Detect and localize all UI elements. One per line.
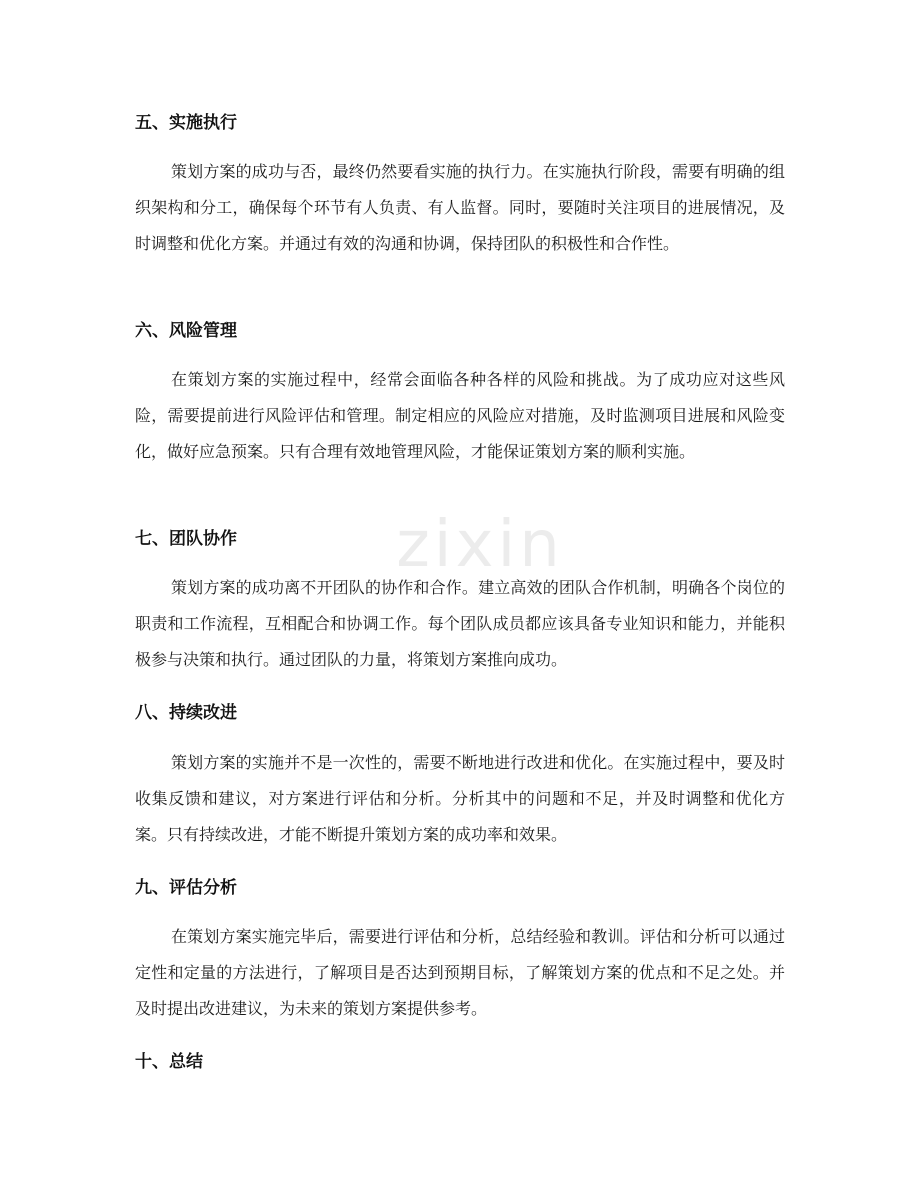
section-heading-risk-management: 六、风险管理: [135, 321, 237, 341]
section-paragraph-continuous-improvement: 策划方案的实施并不是一次性的，需要不断地进行改进和优化。在实施过程中，要及时收集反馈和建议，对方案进行评估和分析。分析其中的问题和不足，并及时调整和优化方案。只有持续改进，才能不断提升策划方案的成功率和效果。: [135, 753, 785, 844]
section-heading-implementation: 五、实施执行: [135, 113, 237, 133]
section-paragraph-risk-management: 在策划方案的实施过程中，经常会面临各种各样的风险和挑战。为了成功应对这些风险，需要提前进行风险评估和管理。制定相应的风险应对措施，及时监测项目进展和风险变化，做好应急预案。只有合理有效地管理风险，才能保证策划方案的顺利实施。: [135, 370, 785, 461]
section-paragraph-evaluation: 在策划方案实施完毕后，需要进行评估和分析，总结经验和教训。评估和分析可以通过定性和定量的方法进行，了解项目是否达到预期目标，了解策划方案的优点和不足之处。并及时提出改进建议，为未来的策划方案提供参考。: [135, 927, 785, 1018]
section-paragraph-implementation: 策划方案的成功与否，最终仍然要看实施的执行力。在实施执行阶段，需要有明确的组织架构和分工，确保每个环节有人负责、有人监督。同时，要随时关注项目的进展情况，及时调整和优化方案。并通过有效的沟通和协调，保持团队的积极性和合作性。: [135, 162, 785, 253]
section-heading-evaluation: 九、评估分析: [135, 878, 237, 898]
section-heading-summary: 十、总结: [135, 1052, 203, 1072]
section-paragraph-team-collaboration: 策划方案的成功离不开团队的协作和合作。建立高效的团队合作机制，明确各个岗位的职责和工作流程，互相配合和协调工作。每个团队成员都应该具备专业知识和能力，并能积极参与决策和执行。通过团队的力量，将策划方案推向成功。: [135, 578, 785, 669]
section-heading-continuous-improvement: 八、持续改进: [135, 703, 237, 723]
watermark: zixin: [396, 508, 564, 582]
section-heading-team-collaboration: 七、团队协作: [135, 529, 237, 549]
